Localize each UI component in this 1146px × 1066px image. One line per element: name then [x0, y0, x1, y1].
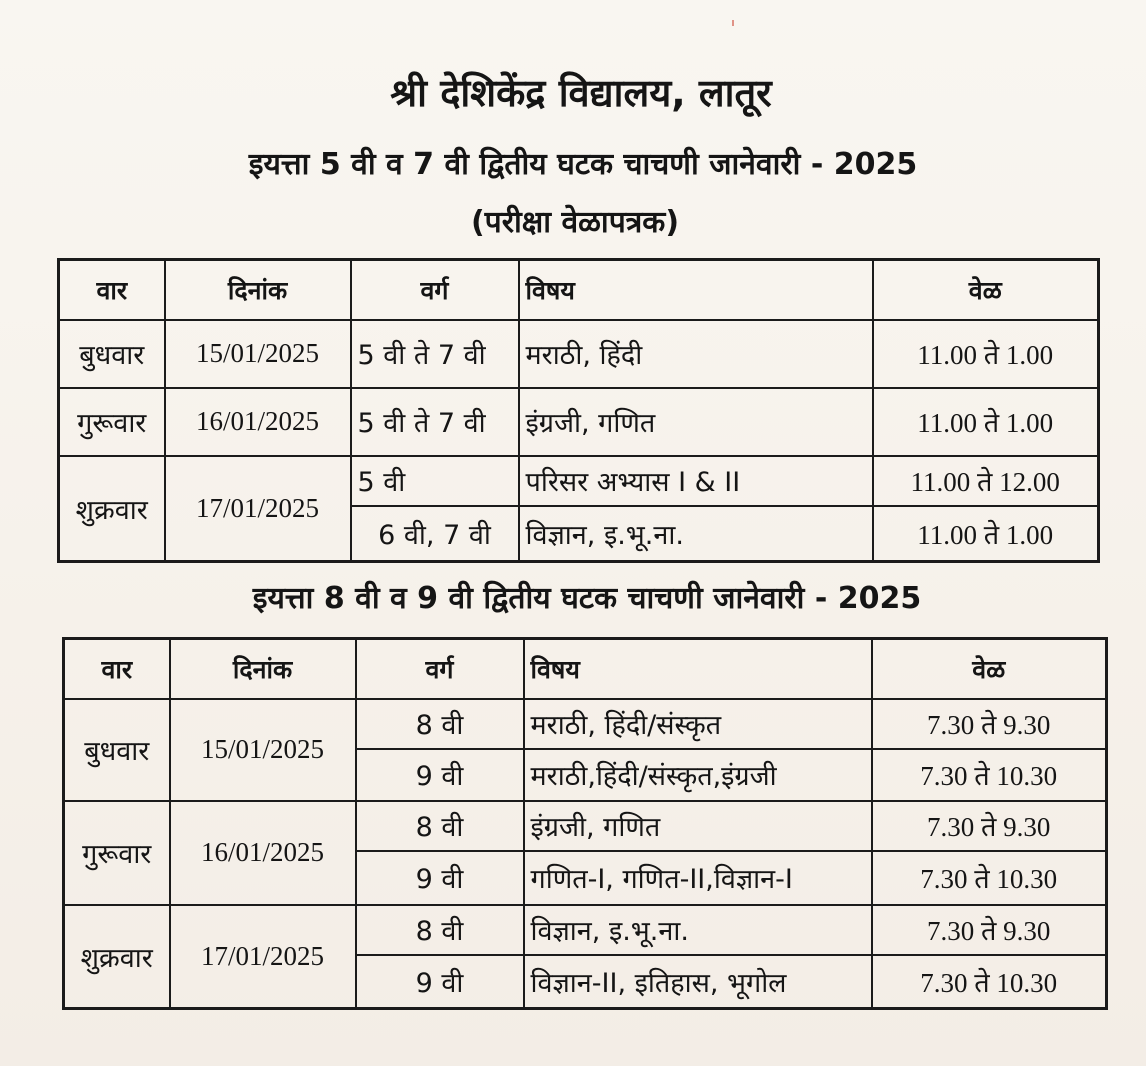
col-date: दिनांक: [170, 639, 356, 699]
ink-mark: [732, 20, 734, 26]
time-cell: 11.00 ते 1.00: [873, 388, 1099, 456]
school-name: श्री देशिकेंद्र विद्यालय, लातूर: [390, 71, 772, 115]
subject-cell: मराठी, हिंदी: [519, 320, 873, 388]
time-cell: 7.30 ते 10.30: [872, 851, 1107, 905]
day-cell: शुक्रवार: [64, 905, 170, 1009]
col-subject: विषय: [519, 260, 873, 320]
subject-cell: मराठी, हिंदी/संस्कृत: [524, 699, 872, 749]
day-cell: गुरूवार: [59, 388, 165, 456]
date-cell: 17/01/2025: [165, 456, 351, 562]
timetable-5-7: [57, 258, 1100, 563]
table-header-row: [59, 260, 1099, 320]
exam-title-5-7: इयत्ता 5 वी व 7 वी द्वितीय घटक चाचणी जानेवारी - 2025: [248, 147, 918, 182]
time-cell: 7.30 ते 9.30: [872, 905, 1107, 955]
date-cell: 16/01/2025: [170, 801, 356, 905]
day-cell: गुरूवार: [64, 801, 170, 905]
class-cell: 9 वी: [356, 749, 524, 801]
time-cell: 7.30 ते 10.30: [872, 955, 1107, 1009]
class-cell: 8 वी: [356, 699, 524, 749]
table-row: [59, 320, 1099, 388]
time-cell: 7.30 ते 10.30: [872, 749, 1107, 801]
table-row: [64, 801, 1107, 851]
subject-cell: इंग्रजी, गणित: [524, 801, 872, 851]
time-cell: 11.00 ते 1.00: [873, 320, 1099, 388]
col-time: वेळ: [872, 639, 1107, 699]
time-cell: 11.00 ते 12.00: [873, 456, 1099, 506]
table-row: [59, 456, 1099, 506]
class-cell: 5 वी: [351, 456, 519, 506]
subject-cell: विज्ञान, इ.भू.ना.: [524, 905, 872, 955]
date-cell: 15/01/2025: [170, 699, 356, 801]
col-time: वेळ: [873, 260, 1099, 320]
day-cell: बुधवार: [59, 320, 165, 388]
col-class: वर्ग: [356, 639, 524, 699]
schedule-subtitle: (परीक्षा वेळापत्रक): [470, 205, 680, 240]
table-row: [59, 388, 1099, 456]
table-row: [64, 905, 1107, 955]
exam-title-8-9: इयत्ता 8 वी व 9 वी द्वितीय घटक चाचणी जानेवारी - 2025: [252, 581, 922, 616]
col-day: वार: [59, 260, 165, 320]
date-cell: 17/01/2025: [170, 905, 356, 1009]
time-cell: 7.30 ते 9.30: [872, 801, 1107, 851]
col-class: वर्ग: [351, 260, 519, 320]
table-header-row: [64, 639, 1107, 699]
date-cell: 15/01/2025: [165, 320, 351, 388]
subject-cell: परिसर अभ्यास I & II: [519, 456, 873, 506]
class-cell: 8 वी: [356, 905, 524, 955]
subject-cell: इंग्रजी, गणित: [519, 388, 873, 456]
day-cell: शुक्रवार: [59, 456, 165, 562]
col-day: वार: [64, 639, 170, 699]
class-cell: 5 वी ते 7 वी: [351, 388, 519, 456]
class-cell: 8 वी: [356, 801, 524, 851]
class-cell: 6 वी, 7 वी: [351, 506, 519, 562]
time-cell: 7.30 ते 9.30: [872, 699, 1107, 749]
subject-cell: विज्ञान-II, इतिहास, भूगोल: [524, 955, 872, 1009]
subject-cell: विज्ञान, इ.भू.ना.: [519, 506, 873, 562]
col-date: दिनांक: [165, 260, 351, 320]
table-row: [64, 699, 1107, 749]
class-cell: 9 वी: [356, 851, 524, 905]
date-cell: 16/01/2025: [165, 388, 351, 456]
subject-cell: मराठी,हिंदी/संस्कृत,इंग्रजी: [524, 749, 872, 801]
timetable-8-9: [62, 637, 1108, 1010]
class-cell: 5 वी ते 7 वी: [351, 320, 519, 388]
class-cell: 9 वी: [356, 955, 524, 1009]
subject-cell: गणित-I, गणित-II,विज्ञान-I: [524, 851, 872, 905]
time-cell: 11.00 ते 1.00: [873, 506, 1099, 562]
day-cell: बुधवार: [64, 699, 170, 801]
col-subject: विषय: [524, 639, 872, 699]
